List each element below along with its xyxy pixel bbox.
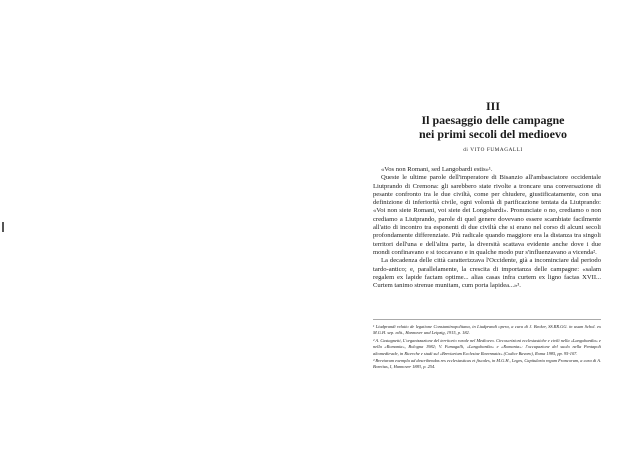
page-edge-mark xyxy=(2,222,4,232)
body-text xyxy=(373,166,601,290)
paragraph: «Vos non Romani, sed Langobardi estis»¹. xyxy=(381,166,493,173)
footnote-divider xyxy=(373,319,601,320)
chapter-heading xyxy=(388,100,598,153)
footnotes xyxy=(373,324,601,372)
chapter-number: III xyxy=(485,99,500,113)
chapter-title-line-1: Il paesaggio delle campagne xyxy=(421,113,565,127)
footnote: ² A. Castagnetti, L'organizzazione del territorio rurale nel Medioevo. Circoscrizioni ecclesiastiche e civili nella «Langobardia» e nella «Romania», Bologna 1982; V. Fumagalli, «Langobardia» e «Romania»: l'occupazione del suolo nella Pentapoli altomedievale, in Ricerche e studi sul «Breviarium Ecclesiae Ravennatis» (Codice Bavaro), Roma 1985, pp. 95-107. xyxy=(373,337,601,356)
paragraph: Queste le ultime parole dell'imperatore di Bisanzio all'ambasciatore occidentale Liutprando di Cremona: gli sarebbero state rivolte a troncare una conversazione di pesante confronto tra le due civiltà, come per chiudere, giustificatamente, con una definizione di inferiorità civile, ogni volontà di parificazione tentata da Liutprando: «Voi non siete Romani, voi siete dei Longobardi». Pronunciate o no, crediamo o non crediamo a Liutprando, parole di quel genere dovevano essere scambiate facilmente all'atto di incontro tra esponenti di due civiltà che si erano nel corso di alcuni secoli profondamente differenziate. Più radicale quando maggiore era la distanza tra singoli territori dell'una e dell'altra parte, la diversità scattava evidente anche dove i due mondi confinavano e si toccavano e in qualche modo pur s'influenzavano a vicenda². xyxy=(373,174,601,256)
chapter-title-line-2: nei primi secoli del medioevo xyxy=(419,126,567,141)
footnote: ¹ Liudprandi relatio de legatione Constantinopolitana, in Liudprandi opera, a cura di J. Becker, SS.RR.GG. in usum Schol. ex M.G.H. sep. edit., Hannover und Leipzig, 1915, p. 182. xyxy=(373,324,601,336)
footnote: ³ Breviarum exempla ad describendas res ecclesiasticas et fiscales, in M.G.H., Leges, Capitularia regum Francorum, a cura di A. Boretius, I, Hannover 1883, p. 254. xyxy=(373,358,601,370)
paragraph: La decadenza delle città caratterizzava l'Occidente, già a incominciare dal periodo tardo-antico; e, parallelamente, la crescita di importanza delle campagne: «salam regalem ex lapide factam optime... alias casas infra curtem ex ligno factas XVII... Curtem tanimo strenue munitam, cum porta lapidea...»³. xyxy=(373,257,601,290)
chapter-author: di VITO FUMAGALLI xyxy=(463,147,523,153)
